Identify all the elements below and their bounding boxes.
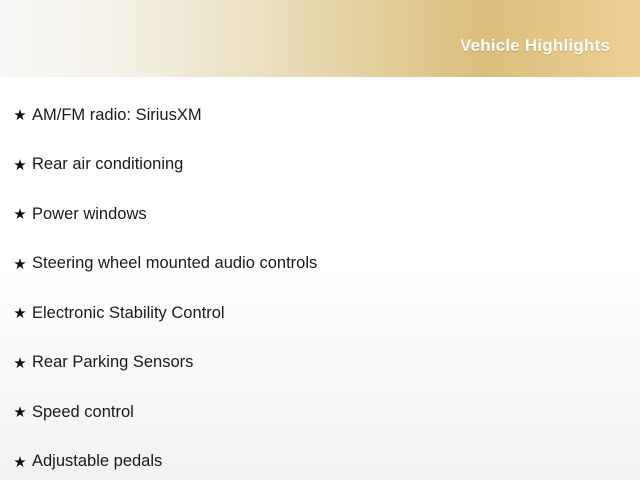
- page-title: Vehicle Highlights: [460, 36, 610, 56]
- page-header: [0, 0, 640, 77]
- list-item: [0, 240, 640, 290]
- star-bullet-icon: ★: [10, 257, 30, 272]
- list-item-label: Rear Parking Sensors: [30, 353, 193, 373]
- list-item-label: Adjustable pedals: [30, 452, 162, 472]
- star-bullet-icon: ★: [10, 356, 30, 371]
- list-item-label: Power windows: [30, 205, 147, 225]
- list-item-label: Electronic Stability Control: [30, 304, 225, 324]
- star-bullet-icon: ★: [10, 158, 30, 173]
- star-bullet-icon: ★: [10, 108, 30, 123]
- list-item: [0, 141, 640, 191]
- list-item-label: Steering wheel mounted audio controls: [30, 254, 317, 274]
- star-bullet-icon: ★: [10, 207, 30, 222]
- list-item: [0, 91, 640, 141]
- list-item: [0, 339, 640, 389]
- list-item: [0, 388, 640, 438]
- list-item-label: Rear air conditioning: [30, 155, 183, 175]
- star-bullet-icon: ★: [10, 455, 30, 470]
- list-item: [0, 289, 640, 339]
- list-item: [0, 190, 640, 240]
- star-bullet-icon: ★: [10, 306, 30, 321]
- vehicle-highlights-list: [0, 77, 640, 487]
- list-item-label: AM/FM radio: SiriusXM: [30, 106, 202, 126]
- list-item-label: Speed control: [30, 403, 134, 423]
- star-bullet-icon: ★: [10, 405, 30, 420]
